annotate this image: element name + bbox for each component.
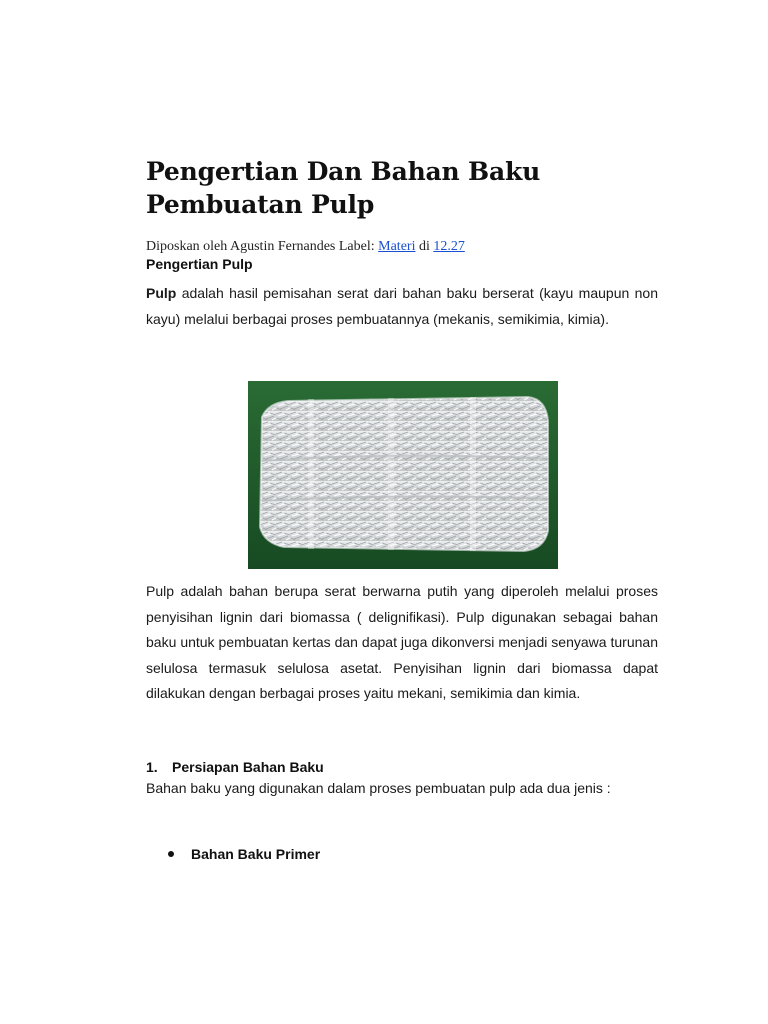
title-line-1: Pengertian Dan Bahan Baku	[146, 157, 541, 186]
list-number: 1.	[146, 759, 158, 775]
section-heading: Pengertian Pulp	[146, 256, 253, 272]
label-link[interactable]: Materi	[378, 239, 416, 254]
article	[146, 155, 658, 862]
title-line-2: Pembuatan Pulp	[146, 190, 375, 219]
meta-middle: di	[415, 239, 434, 254]
intro-bold-term: Pulp	[146, 285, 177, 301]
numbered-heading	[146, 758, 658, 776]
list-paragraph: Bahan baku yang digunakan dalam proses pembuatan pulp ada dua jenis :	[146, 780, 611, 796]
intro-paragraph	[146, 281, 658, 332]
bullet-icon	[168, 851, 174, 857]
time-link[interactable]: 12.27	[433, 239, 465, 254]
body-paragraph: Pulp adalah bahan berupa serat berwarna putih yang diperoleh melalui proses penyisihan lignin dari biomassa ( delignifikasi). Pulp digunakan sebagai bahan baku untuk pembuatan kertas dan dapat juga dikonversi menjadi senyawa turunan selulosa termasuk selulosa asetat. Penyisihan lignin dari biomassa dapat dilakukan dengan berbagai proses yaitu mekani, semikimia dan kimia.	[146, 583, 658, 701]
list-heading-text: Persiapan Bahan Baku	[172, 759, 324, 775]
post-meta	[146, 239, 658, 255]
bullet-text: Bahan Baku Primer	[191, 846, 321, 862]
bullet-item	[168, 845, 320, 863]
pulp-bale-illustration	[248, 381, 558, 569]
intro-text: adalah hasil pemisahan serat dari bahan baku berserat (kayu maupun non kayu) melalui berbagai proses pembuatannya (mekanis, semikimia, kimia).	[146, 285, 658, 327]
meta-prefix: Diposkan oleh Agustin Fernandes Label:	[146, 239, 379, 254]
pulp-image	[248, 381, 558, 569]
numbered-section	[146, 758, 658, 802]
page-title	[146, 155, 658, 221]
